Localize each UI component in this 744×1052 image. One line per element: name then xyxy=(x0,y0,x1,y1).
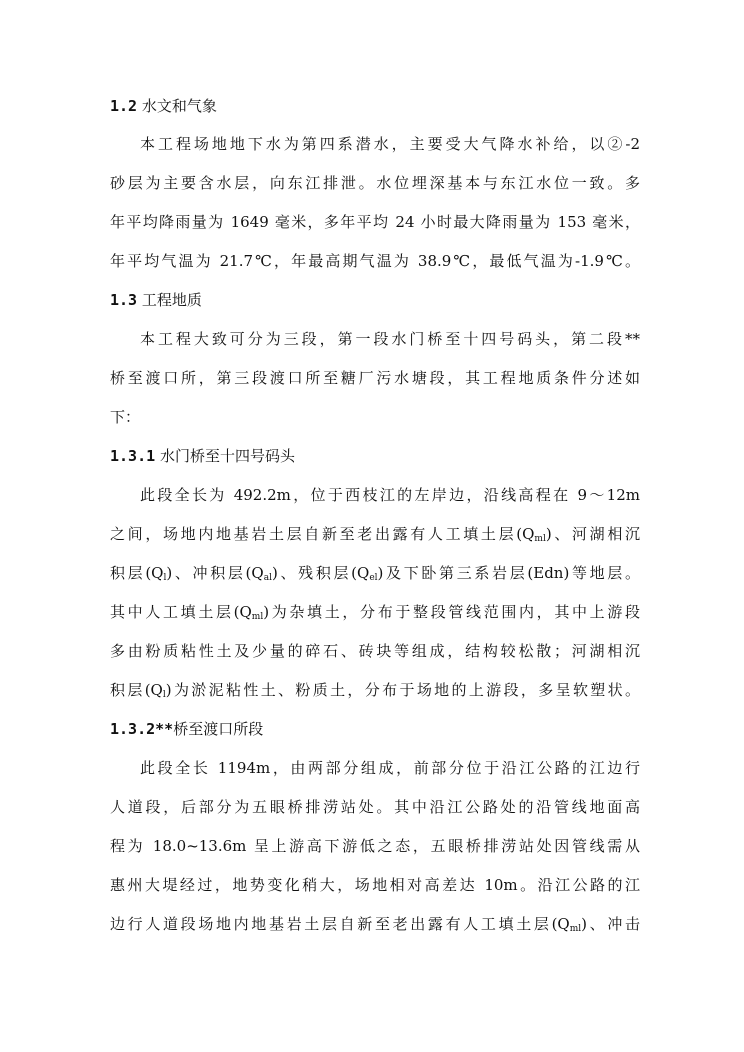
text-run: 边行人道段场地内地基岩土层自新至老出露有人工填土层(Q xyxy=(110,915,570,933)
subscript: ml xyxy=(534,534,546,544)
paragraph-line: 此段全长 1194m，由两部分组成，前部分位于沿江公路的江边行 xyxy=(140,759,640,777)
subscript: l xyxy=(162,690,166,700)
subscript: ml xyxy=(569,924,582,934)
paragraph-line xyxy=(110,524,640,549)
text-run: )、冲积层(Q xyxy=(166,564,264,582)
subscript: ml xyxy=(251,612,264,622)
section-title: 桥至渡口所段 xyxy=(173,720,264,738)
paragraph-line: 程为 18.0~13.6m 呈上游高下游低之态，五眼桥排涝站处因管线需从 xyxy=(110,837,640,855)
text-run: 积层(Q xyxy=(110,564,164,582)
paragraph-line: 砂层为主要含水层，向东江排泄。水位埋深基本与东江水位一致。多 xyxy=(110,174,640,192)
section-number: 1.3.2** xyxy=(110,720,174,738)
text-run: 积层(Q xyxy=(110,681,163,699)
paragraph-line xyxy=(110,563,640,588)
paragraph-line xyxy=(110,680,640,705)
section-number: 1.3.1 xyxy=(110,447,156,465)
section-title: 水文和气象 xyxy=(141,97,217,115)
paragraph-line: 年平均降雨量为 1649 毫米，多年平均 24 小时最大降雨量为 153 毫米， xyxy=(110,213,640,231)
text-run: )、河湖相沉 xyxy=(545,525,640,543)
text-run: )为杂填土，分布于整段管线范围内，其中上游段 xyxy=(263,603,640,621)
paragraph-line: 惠州大堤经过，地势变化稍大，场地相对高差达 10m。沿江公路的江 xyxy=(110,876,640,894)
paragraph-line: 下： xyxy=(110,408,141,426)
text-run: 其中人工填土层(Q xyxy=(110,603,252,621)
paragraph-line: 人道段，后部分为五眼桥排涝站处。其中沿江公路处的沿管线地面高 xyxy=(110,798,640,816)
text-run: )、残积层(Q xyxy=(271,564,370,582)
section-heading-1-3 xyxy=(110,290,640,310)
section-title: 水门桥至十四号码头 xyxy=(159,447,295,465)
paragraph-line: 此段全长为 492.2m，位于西枝江的左岸边，沿线高程在 9～12m xyxy=(140,486,640,504)
paragraph-line xyxy=(110,602,640,627)
text-run: )为淤泥粘性土、粉质土，分布于场地的上游段，多呈软塑状。 xyxy=(165,681,641,699)
paragraph-line xyxy=(110,914,640,939)
text-run: )、冲击 xyxy=(581,915,640,933)
subscript: l xyxy=(163,573,167,583)
subscript: al xyxy=(263,573,272,583)
section-heading-1-3-1 xyxy=(110,446,640,466)
section-heading-1-3-2 xyxy=(110,719,640,739)
section-number: 1.2 xyxy=(110,97,138,115)
paragraph-line: 多由粉质粘性土及少量的碎石、砖块等组成，结构较松散；河湖相沉 xyxy=(110,642,640,660)
section-heading-1-2 xyxy=(110,96,640,116)
subscript: el xyxy=(369,573,378,583)
paragraph-line: 年平均气温为 21.7℃，年最高期气温为 38.9℃，最低气温为-1.9℃。 xyxy=(110,252,640,270)
section-number: 1.3 xyxy=(110,291,138,309)
paragraph-line: 本工程大致可分为三段，第一段水门桥至十四号码头，第二段** xyxy=(140,330,640,348)
paragraph-line: 本工程场地地下水为第四系潜水，主要受大气降水补给，以②-2 xyxy=(140,135,640,153)
section-title: 工程地质 xyxy=(141,291,202,309)
text-run: 之间，场地内地基岩土层自新至老出露有人工填土层(Q xyxy=(110,525,535,543)
text-run: )及下卧第三系岩层(Edn)等地层。 xyxy=(377,564,640,582)
paragraph-line: 桥至渡口所，第三段渡口所至糖厂污水塘段，其工程地质条件分述如 xyxy=(110,369,640,387)
